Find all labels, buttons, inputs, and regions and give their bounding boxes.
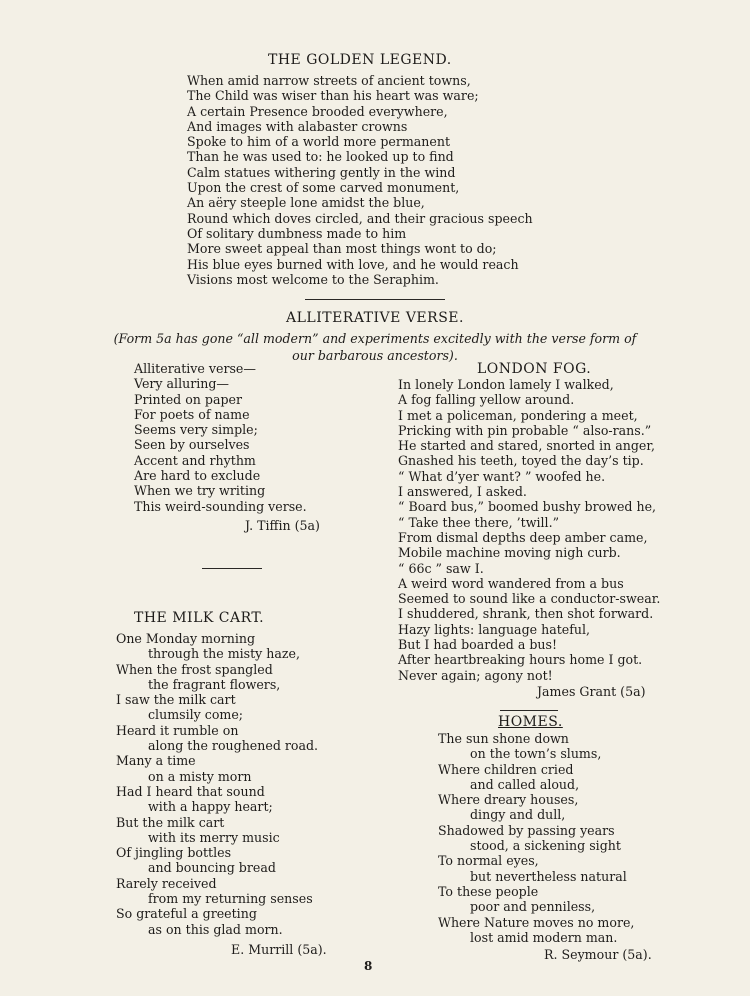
poem-line: Spoke to him of a world more permanent (187, 134, 451, 150)
editorial-note-line: (Form 5a has gone “all modern” and experiments excitedly with the verse form of (113, 331, 637, 346)
poem-line: “ Board bus,” boomed bushy browed he, (398, 499, 657, 515)
poem-line: Gnashed his teeth, toyed the day’s tip. (398, 453, 644, 469)
poem-line: with a happy heart; (148, 799, 273, 815)
poem-line: Heard it rumble on (116, 722, 239, 738)
poem-line: Seemed to sound like a conductor-swear. (398, 591, 661, 607)
poem-line: “ 66c ” saw I. (398, 560, 484, 576)
homes-author: R. Seymour (5a). (544, 947, 652, 962)
milk-cart-author: E. Murrill (5a). (231, 942, 327, 957)
poem-line: Are hard to exclude (134, 468, 261, 484)
poem-line: Printed on paper (134, 391, 243, 407)
poem-line: So grateful a greeting (116, 906, 257, 922)
poem-line: on the town’s slums, (470, 746, 602, 762)
poem-line: and called aloud, (470, 776, 580, 792)
poem-line: An aëry steeple lone amidst the blue, (187, 195, 425, 211)
poem-line: dingy and dull, (470, 807, 566, 823)
poem-line: Accent and rhythm (134, 452, 256, 468)
poem-line: and bouncing bread (148, 860, 276, 876)
poem-line: After heartbreaking hours home I got. (398, 652, 643, 668)
poem-line: For poets of name (134, 406, 250, 422)
homes-poem (438, 731, 634, 945)
poem-line: Pricking with pin probable “ also-rans.” (398, 422, 652, 438)
poem-line: But I had boarded a bus! (398, 637, 558, 653)
poem-line: Very alluring— (134, 376, 230, 392)
poem-line: This weird-sounding verse. (134, 498, 307, 514)
poem-line: The Child was wiser than his heart was ware; (187, 88, 479, 104)
milk-cart-title: THE MILK CART. (134, 610, 265, 626)
poem-line: Where dreary houses, (438, 792, 579, 808)
poem-line: as on this glad morn. (148, 921, 283, 937)
golden-legend-title: THE GOLDEN LEGEND. (268, 52, 452, 68)
alliterative-verse-author: J. Tiffin (5a) (245, 518, 320, 533)
column-divider (202, 568, 262, 569)
poem-line: In lonely London lamely I walked, (398, 377, 614, 392)
poem-line: A weird word wandered from a bus (398, 575, 624, 591)
poem-line: along the roughened road. (148, 738, 319, 754)
poem-line: Never again; agony not! (398, 667, 553, 683)
poem-line: Seems very simple; (134, 422, 258, 438)
poem-line: I met a policeman, pondering a meet, (398, 407, 638, 423)
poem-line: The sun shone down (438, 731, 569, 746)
poem-line: poor and penniless, (470, 899, 596, 915)
poem-line: Upon the crest of some carved monument, (187, 180, 460, 196)
poem-line: Round which doves circled, and their gracious speech (187, 210, 533, 226)
poem-line: I shuddered, shrank, then shot forward. (398, 606, 654, 622)
poem-line: through the misty haze, (148, 646, 301, 662)
poem-line: Rarely received (116, 875, 217, 891)
poem-line: “ Take thee there, ’twill.” (398, 514, 560, 530)
golden-legend-poem (187, 73, 533, 287)
poem-line: from my returning senses (148, 891, 313, 907)
poem-line: But the milk cart (116, 814, 225, 830)
poem-line: stood, a sickening sight (470, 838, 621, 854)
poem-line: Seen by ourselves (134, 437, 250, 453)
poem-line: I saw the milk cart (116, 692, 236, 708)
poem-line: Of solitary dumbness made to him (187, 225, 407, 241)
alliterative-verse-title: ALLITERATIVE VERSE. (286, 310, 464, 326)
poem-line: He started and stared, snorted in anger, (398, 438, 655, 454)
poem-line: Calm statues withering gently in the wind (187, 164, 456, 180)
poem-line: Mobile machine moving nigh curb. (398, 545, 621, 561)
poem-line: Visions most welcome to the Seraphim. (187, 271, 439, 287)
poem-line: on a misty morn (148, 768, 252, 784)
poem-line: with its merry music (148, 829, 280, 845)
poem-line: clumsily come; (148, 707, 244, 723)
alliterative-verse-poem (134, 361, 307, 514)
poem-line: Shadowed by passing years (438, 822, 615, 838)
poem-line: When we try writing (134, 483, 266, 499)
poem-line: Than he was used to: he looked up to find (187, 149, 454, 165)
london-fog-author: James Grant (5a) (537, 684, 646, 699)
poem-line: Many a time (116, 753, 196, 769)
section-divider (305, 299, 445, 300)
milk-cart-poem (116, 631, 318, 937)
poem-line: To normal eyes, (438, 853, 539, 869)
poem-line: Had I heard that sound (116, 783, 265, 799)
london-fog-title: LONDON FOG. (477, 361, 592, 377)
poem-line: Alliterative verse— (134, 361, 256, 376)
editorial-note (44, 330, 706, 364)
poem-line: When the frost spangled (116, 661, 273, 677)
poem-line: From dismal depths deep amber came, (398, 529, 648, 545)
london-fog-poem (398, 377, 660, 683)
poem-line: His blue eyes burned with love, and he would reach (187, 256, 519, 272)
poem-line: A fog falling yellow around. (398, 392, 575, 408)
poem-line: Where children cried (438, 761, 574, 777)
page-number: 8 (364, 959, 373, 973)
poem-line: One Monday morning (116, 631, 256, 646)
poem-line: Of jingling bottles (116, 845, 232, 861)
homes-title: HOMES. (498, 714, 563, 730)
poem-line: but nevertheless natural (470, 868, 627, 884)
section-divider (500, 710, 558, 711)
poem-line: When amid narrow streets of ancient towns, (187, 73, 471, 88)
poem-line: And images with alabaster crowns (187, 118, 408, 134)
editorial-note-line: our barbarous ancestors). (292, 348, 458, 363)
poem-line: Hazy lights: language hateful, (398, 621, 591, 637)
poem-line: I answered, I asked. (398, 484, 527, 500)
poem-line: A certain Presence brooded everywhere, (187, 103, 448, 119)
poem-line: “ What d’yer want? ” woofed he. (398, 468, 606, 484)
poem-line: lost amid modern man. (470, 929, 618, 945)
poem-line: More sweet appeal than most things wont to do; (187, 241, 497, 257)
poem-line: To these people (438, 883, 539, 899)
poem-line: Where Nature moves no more, (438, 914, 635, 930)
poem-line: the fragrant flowers, (148, 676, 281, 692)
